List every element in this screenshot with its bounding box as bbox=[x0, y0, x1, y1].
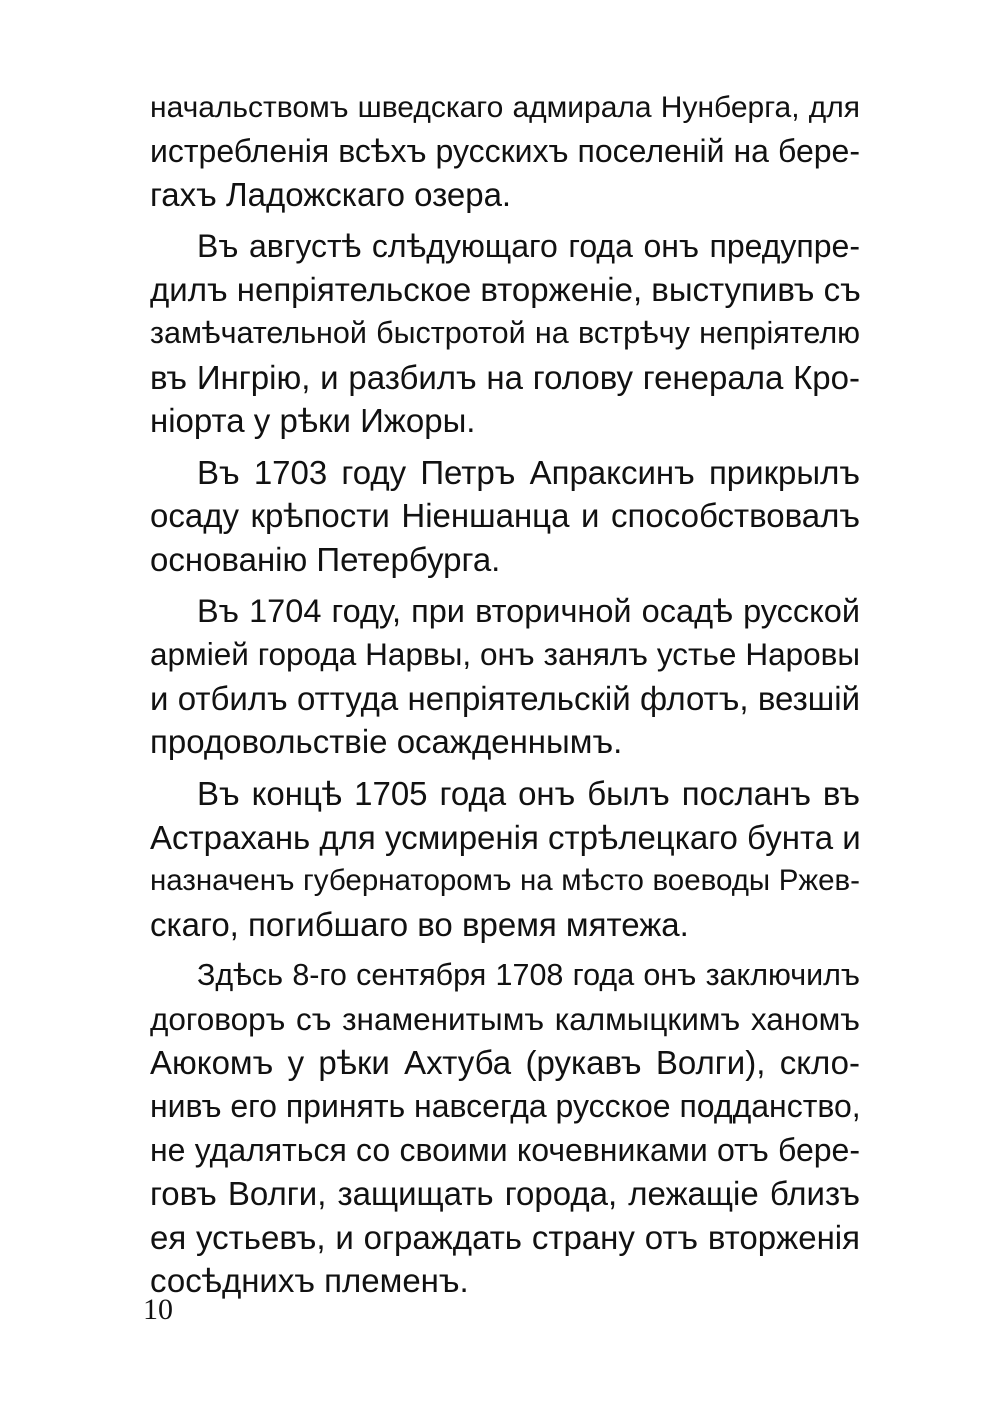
text-line: Астрахань для усмиренія стрѣлецкаго бунта и bbox=[150, 818, 861, 856]
text-line: назначенъ губернаторомъ на мѣсто воеводы Ржев- bbox=[150, 864, 860, 898]
text-line: замѣчательной быстротой на встрѣчу непріятелю bbox=[150, 315, 860, 350]
page-number: 10 bbox=[143, 1293, 173, 1326]
text-line: ніорта у рѣки Ижоры. bbox=[150, 402, 476, 440]
text-line: начальствомъ шведскаго адмирала Нунберга, для bbox=[150, 91, 860, 124]
text-line: Въ августѣ слѣдующаго года онъ предупре- bbox=[197, 227, 860, 264]
text-line: въ Ингрію, и разбилъ на голову генерала Кро- bbox=[150, 358, 860, 396]
paragraph bbox=[150, 590, 860, 764]
text-line: арміей города Нарвы, онъ занялъ устье Наровы bbox=[150, 636, 860, 673]
text-line: Въ 1704 году, при вторичной осадѣ русской bbox=[197, 592, 860, 629]
text-line: говъ Волги, защищать города, лежащіе близъ bbox=[150, 1175, 860, 1213]
text-line: нивъ его принять навсегда русское подданство, bbox=[150, 1088, 861, 1125]
paragraph bbox=[150, 954, 860, 1303]
text-line: ея устьевъ, и ограждать страну отъ вторженія bbox=[150, 1218, 860, 1256]
text-line: скаго, погибшаго во время мятежа. bbox=[150, 905, 689, 943]
paragraph bbox=[150, 451, 860, 582]
text-line: договоръ съ знаменитымъ калмыцкимъ ханомъ bbox=[150, 1000, 860, 1037]
text-line: Въ 1703 году Петръ Апраксинъ прикрылъ bbox=[197, 453, 860, 491]
text-line: дилъ непріятельское вторженіе, выступивъ съ bbox=[150, 271, 861, 309]
text-line: осаду крѣпости Ніеншанца и способствовалъ bbox=[150, 497, 860, 535]
text-line: гахъ Ладожскаго озера. bbox=[150, 176, 512, 214]
text-line: и отбилъ оттуда непріятельскій флотъ, везшій bbox=[150, 679, 860, 717]
text-line: Въ концѣ 1705 года онъ былъ посланъ въ bbox=[197, 774, 860, 812]
text-line: продовольствіе осажденнымъ. bbox=[150, 723, 623, 761]
paragraph bbox=[150, 772, 860, 946]
paragraph bbox=[150, 86, 860, 217]
text-line: не удаляться со своими кочевниками отъ бере- bbox=[150, 1131, 860, 1168]
paragraph bbox=[150, 225, 860, 443]
body-text bbox=[150, 86, 860, 1311]
text-line: Здѣсь 8-го сентября 1708 года онъ заключилъ bbox=[197, 958, 860, 993]
text-line: истребленія всѣхъ русскихъ поселеній на бере- bbox=[150, 132, 860, 169]
text-line: сосѣднихъ племенъ. bbox=[150, 1262, 469, 1300]
text-line: основанію Петербурга. bbox=[150, 540, 501, 578]
text-line: Аюкомъ у рѣки Ахтуба (рукавъ Волги), скло- bbox=[150, 1044, 860, 1082]
